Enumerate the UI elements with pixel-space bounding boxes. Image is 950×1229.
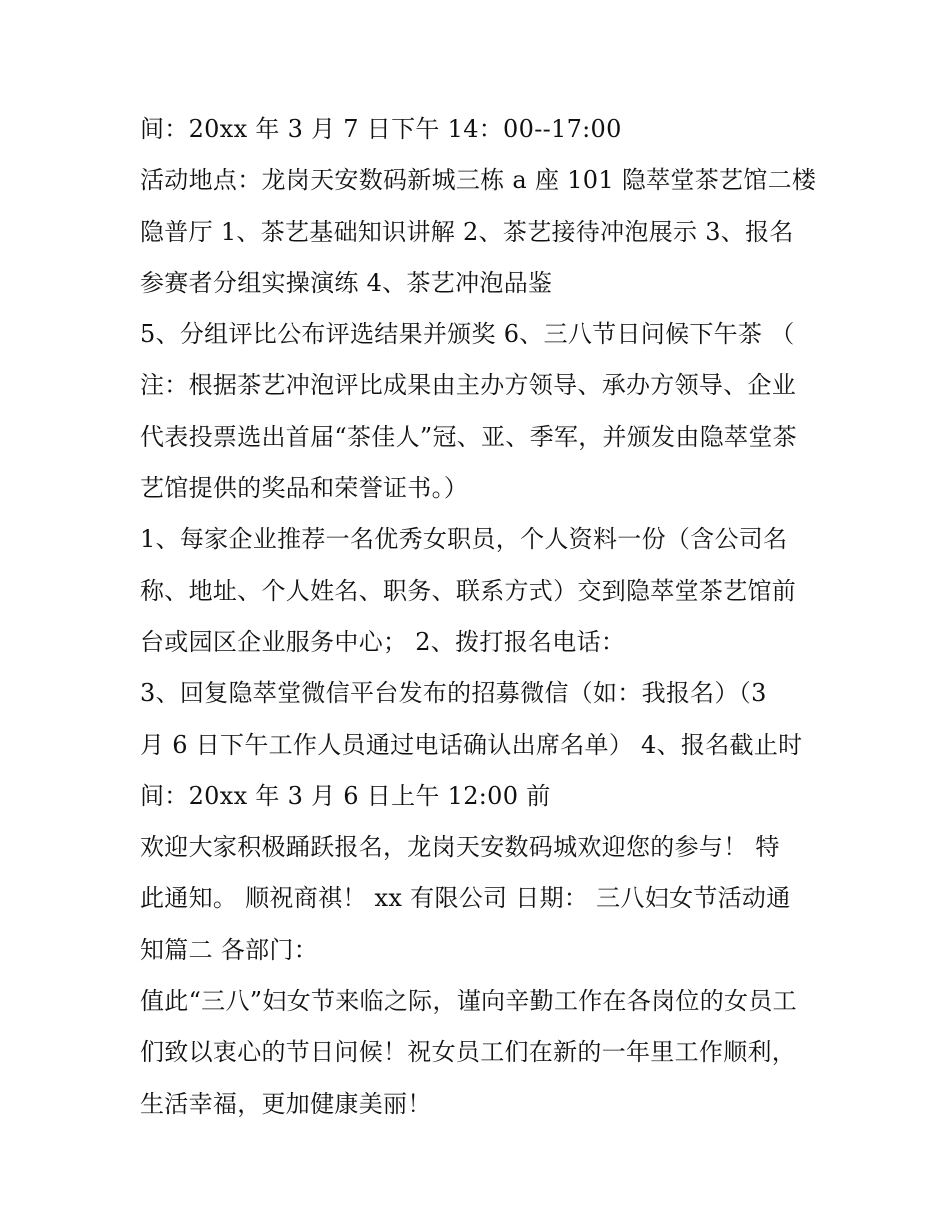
text-line: 参赛者分组实操演练 4、茶艺冲泡品鉴 — [140, 268, 553, 297]
text-line: 艺馆提供的奖品和荣誉证书。） — [140, 474, 469, 503]
text-line: 们致以衷心的节日问候！祝女员工们在新的一年里工作顺利， — [140, 1038, 797, 1067]
document-body — [140, 104, 820, 1130]
text-line: 知篇二 各部门： — [140, 935, 319, 964]
text-line: 台或园区企业服务中心； 2、拨打报名电话： — [140, 627, 626, 656]
text-line: 5、分组评比公布评选结果并颁奖 6、三八节日问候下午茶 （ — [140, 320, 795, 349]
text-line: 代表投票选出首届“茶佳人”冠、亚、季军，并颁发由隐萃堂茶 — [140, 422, 797, 451]
text-line: 间：20xx 年 3 月 6 日上午 12:00 前 — [140, 781, 551, 810]
text-line: 间：20xx 年 3 月 7 日下午 14：00--17:00 — [140, 115, 622, 143]
text-line: 称、地址、个人姓名、职务、联系方式）交到隐萃堂茶艺馆前 — [140, 576, 797, 605]
text-line: 欢迎大家积极踊跃报名，龙岗天安数码城欢迎您的参与！ 特 — [140, 833, 780, 862]
text-line: 1、每家企业推荐一名优秀女职员，个人资料一份（含公司名 — [140, 525, 788, 554]
text-line: 隐普厅 1、茶艺基础知识讲解 2、茶艺接待冲泡展示 3、报名 — [140, 217, 794, 246]
text-line: 月 6 日下午工作人员通过电话确认出席名单） 4、报名截止时 — [140, 730, 803, 759]
text-line: 3、回复隐萃堂微信平台发布的招募微信（如：我报名）（3 — [140, 679, 767, 708]
text-line: 注：根据茶艺冲泡评比成果由主办方领导、承办方领导、企业 — [140, 371, 797, 400]
text-line: 生活幸福，更加健康美丽！ — [140, 1089, 432, 1118]
text-line: 值此“三八”妇女节来临之际，谨向辛勤工作在各岗位的女员工 — [140, 987, 797, 1016]
text-line: 此通知。 顺祝商祺！ xx 有限公司 日期： 三八妇女节活动通 — [140, 884, 791, 913]
text-line: 活动地点：龙岗天安数码新城三栋 a 座 101 隐萃堂茶艺馆二楼 — [140, 166, 817, 195]
